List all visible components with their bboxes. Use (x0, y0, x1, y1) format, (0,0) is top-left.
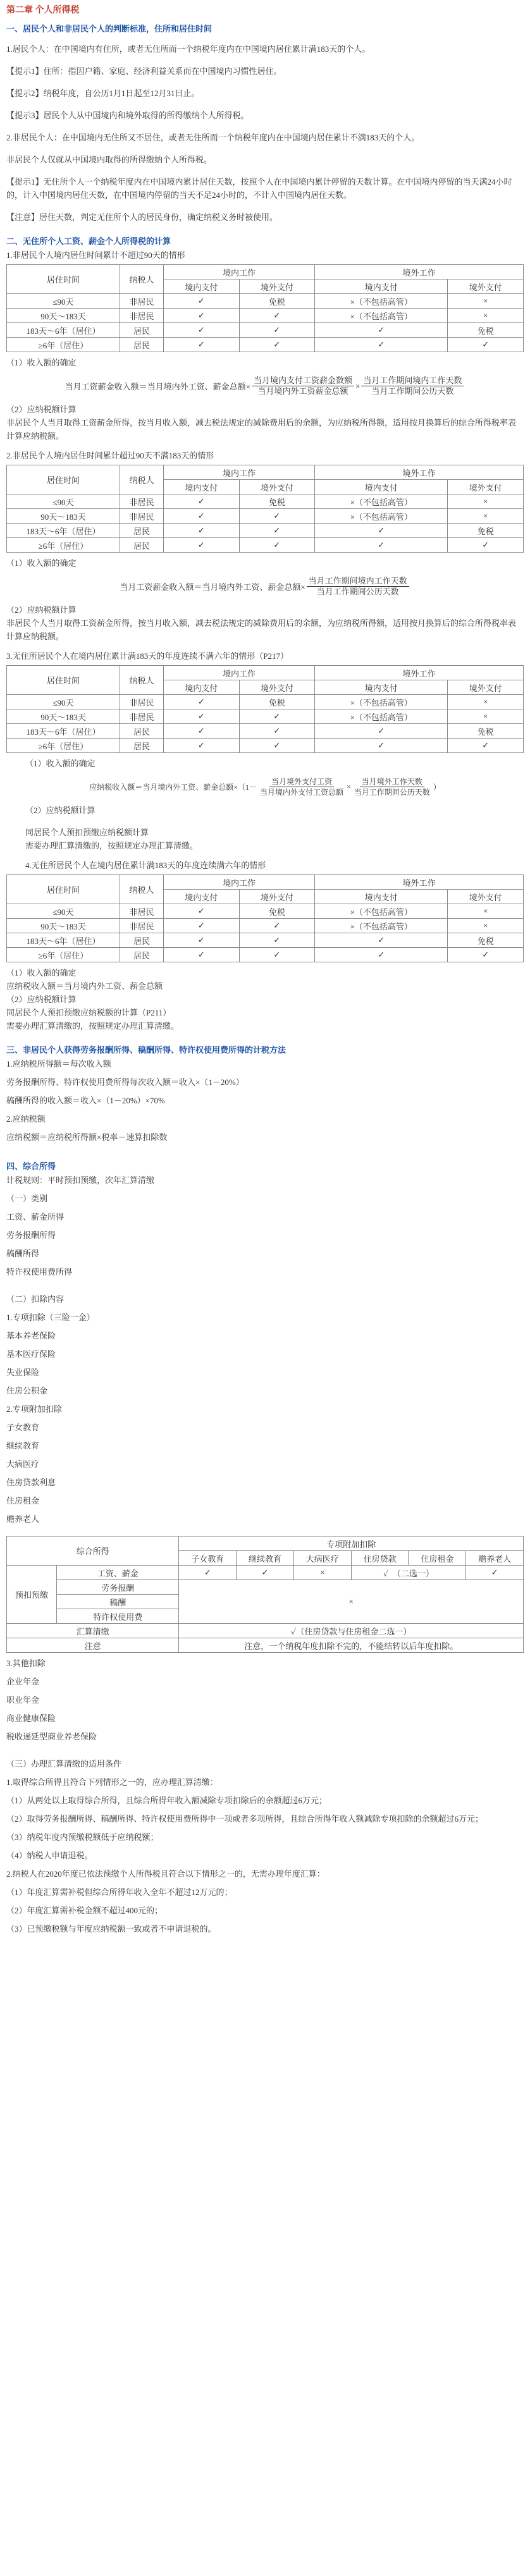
hdr-taxpayer: 纳税人 (120, 666, 164, 695)
t2-calc-2-para: 非居民个人当月取得工资薪金所得，按当月收入额，减去税法规定的减除费用后的余额，为应纳税所得额，适用按月换算后的综合所得税率表计算应纳税额。 (6, 618, 517, 641)
hdr-time: 居住时间 (7, 875, 120, 904)
hdr-out-pay: 境外支付 (448, 890, 524, 904)
t5-row-label: 稿酬 (57, 1595, 179, 1609)
table-cell: 非居民 (120, 709, 164, 724)
table-cell: 90天～183天 (7, 509, 120, 524)
hdr-in-pay: 境内支付 (315, 890, 448, 904)
t3-calc-2-para-1: 同居民个人预扣预缴应纳税额计算 (25, 828, 149, 837)
formula-1 (6, 376, 524, 396)
s1-hint-1: 【提示1】住所：指因户籍、家庭、经济利益关系而在中国境内习惯性居住。 (6, 66, 282, 76)
t5-hdr-right: 专项附加扣除 (179, 1536, 524, 1551)
table-cell: 居民 (120, 524, 164, 538)
table-cell: ✓ (164, 933, 240, 948)
section-4-lines (6, 1174, 524, 1284)
table-cell: 90天～183天 (7, 309, 120, 323)
t5-col: 继续教育 (237, 1551, 294, 1566)
table-cell: ✓ (239, 538, 315, 553)
table-cell: ≤90天 (7, 695, 120, 709)
table-cell: 免税 (448, 323, 524, 338)
table-3-title: 3.无住所居民个人在境内居住累计满183天的年度连续不满六年的情形（P217） (6, 651, 288, 661)
s1-note: 【注意】居住天数，判定无住所个人的居民身份，确定纳税义务时被使用。 (6, 212, 278, 222)
t5-cell: ✓ (179, 1566, 237, 1580)
t4-calc-2: （2）应纳税额计算 (6, 995, 77, 1004)
text-line: 2.纳税人在2020年度已依法预缴个人所得税且符合以下情形之一的，无需办理年度汇算： (6, 1869, 325, 1879)
frac-num: 当月境外工作天数 (360, 776, 424, 787)
table-cell: 居民 (120, 323, 164, 338)
table-4-title: 4.无住所居民个人在境内居住累计满183天的年度连续满六年的情形 (25, 861, 266, 870)
t5-cell: ✓ (466, 1566, 524, 1580)
table-cell: ✓ (239, 509, 315, 524)
text-line: 子女教育 (6, 1423, 40, 1432)
t5-cell: 注意，一个纳税年度扣除不完的，不能结转以后年度扣除。 (179, 1638, 524, 1653)
hdr-taxpayer: 纳税人 (120, 465, 164, 494)
table-cell: ≤90天 (7, 494, 120, 509)
table-row (7, 338, 524, 352)
formula-2-lhs: 当月工资薪金收入额＝当月境内外工资、薪金总额× (120, 582, 305, 592)
t4-calc-2-para-2: 需要办理汇算清缴的，按照规定办理汇算清缴。 (6, 1021, 180, 1031)
section-4-other (6, 1657, 524, 1748)
table-cell: 非居民 (120, 919, 164, 933)
table-cell: × (448, 309, 524, 323)
t5-row-label: 工资、薪金 (57, 1566, 179, 1580)
table-cell: ≥6年（居住） (7, 538, 120, 553)
frac-den: 当月工作期间公历天数 (371, 386, 454, 396)
text-line: （1）从两处以上取得综合所得，且综合所得年收入额减除专项扣除后的余额超过6万元； (6, 1796, 328, 1805)
hdr-out-pay: 境外支付 (448, 279, 524, 294)
text-line: 企业年金 (6, 1677, 40, 1686)
table-cell: 免税 (448, 524, 524, 538)
section-4-conditions (6, 1757, 524, 1941)
hdr-out-pay: 境外支付 (448, 680, 524, 695)
table-cell: ✓ (315, 739, 448, 753)
table-cell: ✓ (164, 739, 240, 753)
t3-calc-2: （2）应纳税额计算 (25, 806, 96, 815)
t5-cell: ✓（住房贷款与住房租金二选一） (179, 1624, 524, 1638)
text-line: （1）年度汇算需补税但综合所得年收入全年不超过12万元的； (6, 1887, 233, 1897)
text-line: 劳务报酬所得 (6, 1230, 56, 1240)
text-line: （二）扣除内容 (6, 1294, 65, 1304)
table-cell: ✓ (164, 904, 240, 919)
residency-table-2 (6, 465, 524, 553)
frac-den: 当月工作期间公历天数 (354, 788, 430, 797)
table-cell: ✓ (239, 709, 315, 724)
hdr-in-pay: 境内支付 (164, 680, 240, 695)
table-cell: 免税 (239, 904, 315, 919)
table-cell: ×（不包括高管） (315, 309, 448, 323)
table-row (7, 323, 524, 338)
hdr-out-pay: 境外支付 (239, 279, 315, 294)
table-row (7, 724, 524, 739)
t5-cell-x: × (179, 1580, 524, 1624)
residency-table-3 (6, 665, 524, 753)
table-cell: 90天～183天 (7, 919, 120, 933)
table-cell: ✓ (164, 919, 240, 933)
table-cell: ✓ (164, 494, 240, 509)
t5-col: 赡养老人 (466, 1551, 524, 1566)
text-line: 1.取得综合所得且符合下列情形之一的，应办理汇算清缴： (6, 1777, 218, 1787)
table-cell: 居民 (120, 724, 164, 739)
table-cell: × (448, 709, 524, 724)
section-2-title: 二、无住所个人工资、薪金个人所得税的计算 (6, 236, 171, 246)
table-row (7, 919, 524, 933)
hdr-out-work: 境外工作 (315, 875, 524, 890)
table-row (7, 948, 524, 962)
table-cell: ✓ (239, 948, 315, 962)
formula-2-frac (307, 576, 409, 597)
text-line: 2.专项附加扣除 (6, 1404, 62, 1414)
table-cell: ✓ (315, 724, 448, 739)
table-cell: ✓ (315, 338, 448, 352)
text-line: 1.应纳税所得额＝每次收入额 (6, 1059, 111, 1069)
text-line: （3）纳税年度内预缴税额低于应纳税额； (6, 1832, 159, 1842)
text-line: 稿酬所得的收入额＝收入×（1－20%）×70% (6, 1096, 165, 1105)
formula-1-lhs: 当月工资薪金收入额＝当月境内外工资、薪金总额× (65, 382, 250, 391)
table-cell: ✓ (164, 948, 240, 962)
t3-calc-2-para-2: 需要办理汇算清缴的，按照规定办理汇算清缴。 (25, 841, 199, 850)
s1-para-1: 1.居民个人：在中国境内有住所，或者无住所而一个纳税年度内在中国境内居住累计满183天的个人。 (6, 44, 371, 54)
text-line: 应纳税额＝应纳税所得额×税率－速算扣除数 (6, 1132, 168, 1142)
table-cell: ✓ (164, 338, 240, 352)
formula-3-lhs: 应纳税收入额＝当月境内外工资、薪金总额×（1－ (89, 783, 257, 792)
t5-row-label: 汇算清缴 (7, 1624, 179, 1638)
table-cell: × (448, 494, 524, 509)
table-2-title: 2.非居民个人境内居住时间累计超过90天不满183天的情形 (6, 451, 214, 460)
hdr-in-pay: 境内支付 (315, 680, 448, 695)
table-cell: 免税 (239, 494, 315, 509)
table-cell: 居民 (120, 933, 164, 948)
text-line: 赡养老人 (6, 1514, 40, 1524)
t3-calc-1: （1）收入额的确定 (25, 759, 96, 768)
text-line: 基本医疗保险 (6, 1349, 56, 1359)
text-line: 职业年金 (6, 1695, 40, 1705)
t5-row-label: 劳务报酬 (57, 1580, 179, 1595)
hdr-in-work: 境内工作 (164, 265, 315, 279)
text-line: （4）纳税人申请退税。 (6, 1851, 93, 1860)
table-cell: 免税 (239, 294, 315, 309)
t1-calc-1: （1）收入额的确定 (6, 358, 77, 367)
frac-num: 当月境内支付工资薪金数额 (252, 376, 354, 386)
formula-3-frac-a (258, 776, 345, 797)
table-row (7, 904, 524, 919)
formula-3-frac-b (352, 776, 432, 797)
text-line: 劳务报酬所得、特许权使用费所得每次收入额＝收入×（1－20%） (6, 1077, 244, 1087)
table-cell: 非居民 (120, 509, 164, 524)
table-row (7, 309, 524, 323)
table-cell: ×（不包括高管） (315, 695, 448, 709)
hdr-time: 居住时间 (7, 465, 120, 494)
table-cell: ✓ (315, 323, 448, 338)
table-cell: 居民 (120, 739, 164, 753)
text-line: 失业保险 (6, 1368, 40, 1377)
table-cell: ✓ (239, 309, 315, 323)
text-line: 基本养老保险 (6, 1331, 56, 1340)
frac-num: 当月工作期间境内工作天数 (361, 376, 464, 386)
t5-col: 住房租金 (409, 1551, 466, 1566)
hdr-time: 居住时间 (7, 265, 120, 294)
table-row (7, 695, 524, 709)
hdr-in-work: 境内工作 (164, 666, 315, 680)
s1-para-2b: 非居民个人仅就从中国境内取得的所得缴纳个人所得税。 (6, 155, 213, 164)
hdr-in-pay: 境内支付 (164, 480, 240, 494)
formula-3-times: × (346, 782, 351, 791)
table-cell: ✓ (315, 524, 448, 538)
residency-table-1 (6, 264, 524, 352)
table-cell: ✓ (448, 338, 524, 352)
table-cell: ✓ (315, 538, 448, 553)
table-cell: ✓ (448, 739, 524, 753)
table-cell: ≥6年（居住） (7, 948, 120, 962)
table-row (7, 524, 524, 538)
t5-hdr-left: 综合所得 (7, 1536, 179, 1566)
hdr-taxpayer: 纳税人 (120, 875, 164, 904)
t5-cell: × (293, 1566, 351, 1580)
table-cell: × (448, 695, 524, 709)
section-4-deductions (6, 1292, 524, 1531)
t5-col: 子女教育 (179, 1551, 237, 1566)
t5-col: 住房贷款 (351, 1551, 409, 1566)
table-cell: ≤90天 (7, 294, 120, 309)
table-cell: ×（不包括高管） (315, 509, 448, 524)
s1-hint-4: 【提示1】无住所个人一个纳税年度内在中国境内累计居住天数，按照个人在中国境内累计停留的天数计算。在中国境内停留的当天满24小时的，计入中国境内居住天数，在中国境内停留的当天不足24小时的，不计入中国境内居住天数。 (6, 177, 512, 200)
text-line: 大病医疗 (6, 1459, 40, 1469)
text-line: （2）年度汇算需补税金额不超过400元的； (6, 1906, 163, 1915)
table-row (7, 709, 524, 724)
hdr-out-pay: 境外支付 (448, 480, 524, 494)
table-cell: ✓ (164, 323, 240, 338)
hdr-out-work: 境外工作 (315, 465, 524, 480)
table-row (7, 294, 524, 309)
table-cell: 非居民 (120, 294, 164, 309)
table-cell: ×（不包括高管） (315, 709, 448, 724)
text-line: 3.其他扣除 (6, 1659, 46, 1668)
t5-cell-b: （二选一） (392, 1568, 434, 1578)
table-cell: ✓ (239, 933, 315, 948)
t1-calc-2-para: 非居民个人当月取得工资薪金所得，按当月收入额，减去税法规定的减除费用后的余额，为应纳税所得额，适用按月换算后的综合所得税率表计算应纳税额。 (6, 418, 517, 441)
table-cell: ×（不包括高管） (315, 494, 448, 509)
frac-num: 当月工作期间境内工作天数 (307, 576, 409, 587)
t1-calc-2: （2）应纳税额计算 (6, 405, 77, 414)
table-cell: × (448, 919, 524, 933)
table-cell: × (448, 509, 524, 524)
t5-cell (351, 1566, 466, 1580)
hdr-out-pay: 境外支付 (239, 680, 315, 695)
table-cell: 183天～6年（居住） (7, 933, 120, 948)
table-cell: ×（不包括高管） (315, 294, 448, 309)
hdr-in-work: 境内工作 (164, 875, 315, 890)
text-line: （三）办理汇算清缴的适用条件 (6, 1759, 122, 1769)
t5-row-label: 特许权使用费 (57, 1609, 179, 1624)
table-cell: × (448, 294, 524, 309)
table-row (7, 509, 524, 524)
section-3-lines (6, 1057, 524, 1149)
text-line: 稿酬所得 (6, 1249, 40, 1258)
table-cell: ✓ (315, 948, 448, 962)
t2-calc-1: （1）收入额的确定 (6, 558, 77, 568)
hdr-out-work: 境外工作 (315, 265, 524, 279)
table-row (7, 494, 524, 509)
frac-num: 当月境外支付工资 (269, 776, 334, 787)
frac-den: 当月境内外工资薪金总额 (257, 386, 348, 396)
s1-hint-3: 【提示3】居民个人从中国境内和境外取得的所得缴纳个人所得税。 (6, 111, 249, 120)
frac-den: 当月工作期间公历天数 (316, 587, 399, 596)
hdr-in-pay: 境内支付 (315, 279, 448, 294)
text-line: 计税规则：平时预扣预缴，次年汇算清缴 (6, 1175, 155, 1185)
table-cell: ✓ (164, 724, 240, 739)
table-cell: ✓ (239, 524, 315, 538)
text-line: 住房租金 (6, 1496, 40, 1506)
table-cell: ×（不包括高管） (315, 904, 448, 919)
hdr-out-pay: 境外支付 (239, 480, 315, 494)
t5-col: 大病医疗 (293, 1551, 351, 1566)
table-cell: ✓ (239, 724, 315, 739)
formula-1-frac-b (361, 376, 464, 396)
table-1-title: 1.非居民个人境内居住时间累计不超过90天的情形 (6, 250, 185, 260)
text-line: 税收递延型商业养老保险 (6, 1732, 97, 1741)
table-cell: ✓ (164, 524, 240, 538)
table-cell: ≥6年（居住） (7, 338, 120, 352)
table-cell: ✓ (239, 919, 315, 933)
t5-cell: ✓ (237, 1566, 294, 1580)
hdr-in-work: 境内工作 (164, 465, 315, 480)
table-cell: 183天～6年（居住） (7, 524, 120, 538)
t5-group-prepay: 预扣预缴 (7, 1566, 57, 1624)
t4-calc-1: （1）收入额的确定 (6, 968, 77, 978)
table-cell: 免税 (448, 933, 524, 948)
s1-hint-2: 【提示2】纳税年度，自公历1月1日起至12月31日止。 (6, 89, 200, 98)
table-cell: 非居民 (120, 904, 164, 919)
table-cell: 免税 (239, 695, 315, 709)
text-line: 1.专项扣除（三险一金） (6, 1313, 95, 1322)
text-line: （一）类别 (6, 1194, 48, 1203)
text-line: 工资、薪金所得 (6, 1212, 65, 1222)
table-cell: ✓ (164, 509, 240, 524)
table-cell: 90天～183天 (7, 709, 120, 724)
text-line: 特许权使用费所得 (6, 1267, 73, 1277)
table-cell: ≥6年（居住） (7, 739, 120, 753)
table-cell: 居民 (120, 948, 164, 962)
hdr-time: 居住时间 (7, 666, 120, 695)
hdr-taxpayer: 纳税人 (120, 265, 164, 294)
t5-cell-a: ✓ (383, 1568, 389, 1578)
text-line: 2.应纳税额 (6, 1114, 46, 1124)
t4-calc-1-para: 应纳税收入额＝当月境内外工资、薪金总额 (6, 981, 163, 991)
hdr-in-pay: 境内支付 (315, 480, 448, 494)
table-cell: 非居民 (120, 695, 164, 709)
formula-3-rhs: ） (433, 783, 441, 792)
table-row (7, 739, 524, 753)
text-line: （3）已预缴税额与年度应纳税额一致或者不申请退税的。 (6, 1924, 216, 1934)
table-cell: ✓ (239, 323, 315, 338)
table-cell: ≤90天 (7, 904, 120, 919)
table-cell: ✓ (239, 338, 315, 352)
table-cell: ✓ (164, 538, 240, 553)
hdr-in-pay: 境内支付 (164, 279, 240, 294)
table-cell: 183天～6年（居住） (7, 323, 120, 338)
table-cell: ✓ (164, 695, 240, 709)
text-line: 商业健康保险 (6, 1714, 56, 1723)
table-cell: ✓ (448, 948, 524, 962)
hdr-out-work: 境外工作 (315, 666, 524, 680)
text-line: 住房公积金 (6, 1386, 48, 1395)
formula-1-frac-a (252, 376, 354, 396)
t2-calc-2: （2）应纳税额计算 (6, 605, 77, 615)
table-cell: ✓ (239, 739, 315, 753)
hdr-in-pay: 境内支付 (164, 890, 240, 904)
table-row (7, 538, 524, 553)
table-cell: 免税 (448, 724, 524, 739)
table-row (7, 933, 524, 948)
table-cell: ✓ (448, 538, 524, 553)
s1-para-2: 2.非居民个人：在中国境内无住所又不居住，或者无住所而一个纳税年度内在中国境内居住累计不满183天的个人。 (6, 133, 420, 142)
text-line: 住房贷款利息 (6, 1478, 56, 1487)
formula-2 (6, 576, 524, 597)
table-cell: ✓ (164, 309, 240, 323)
table-cell: ✓ (164, 709, 240, 724)
table-cell: 非居民 (120, 494, 164, 509)
frac-den: 当月境内外支付工资总额 (259, 788, 343, 797)
formula-3 (6, 776, 524, 797)
t4-calc-2-para-1: 同居民个人预扣预缴应纳税额的计算（P211） (6, 1008, 171, 1017)
table-cell: ✓ (164, 294, 240, 309)
table-cell: × (448, 904, 524, 919)
table-cell: 居民 (120, 338, 164, 352)
chapter-title: 第二章 个人所得税 (6, 6, 80, 15)
text-line: 继续教育 (6, 1441, 40, 1451)
residency-table-4 (6, 874, 524, 962)
section-4-title: 四、综合所得 (6, 1162, 56, 1171)
table-cell: ✓ (315, 933, 448, 948)
hdr-out-pay: 境外支付 (239, 890, 315, 904)
table-cell: 居民 (120, 538, 164, 553)
t5-row-label: 注意 (7, 1638, 179, 1653)
section-1-title: 一、居民个人和非居民个人的判断标准，住所和居住时间 (6, 24, 213, 34)
table-cell: 183天～6年（居住） (7, 724, 120, 739)
table-cell: ×（不包括高管） (315, 919, 448, 933)
formula-1-times: × (355, 381, 361, 391)
section-3-title: 三、非居民个人获得劳务报酬所得、稿酬所得、特许权使用费所得的计税方法 (6, 1045, 287, 1055)
text-line: （2）取得劳务报酬所得、稿酬所得、特许权使用费所得中一项或者多项所得，且综合所得年收入额减除专项扣除的余额超过6万元； (6, 1814, 484, 1824)
deduction-table (6, 1536, 524, 1653)
table-cell: 非居民 (120, 309, 164, 323)
